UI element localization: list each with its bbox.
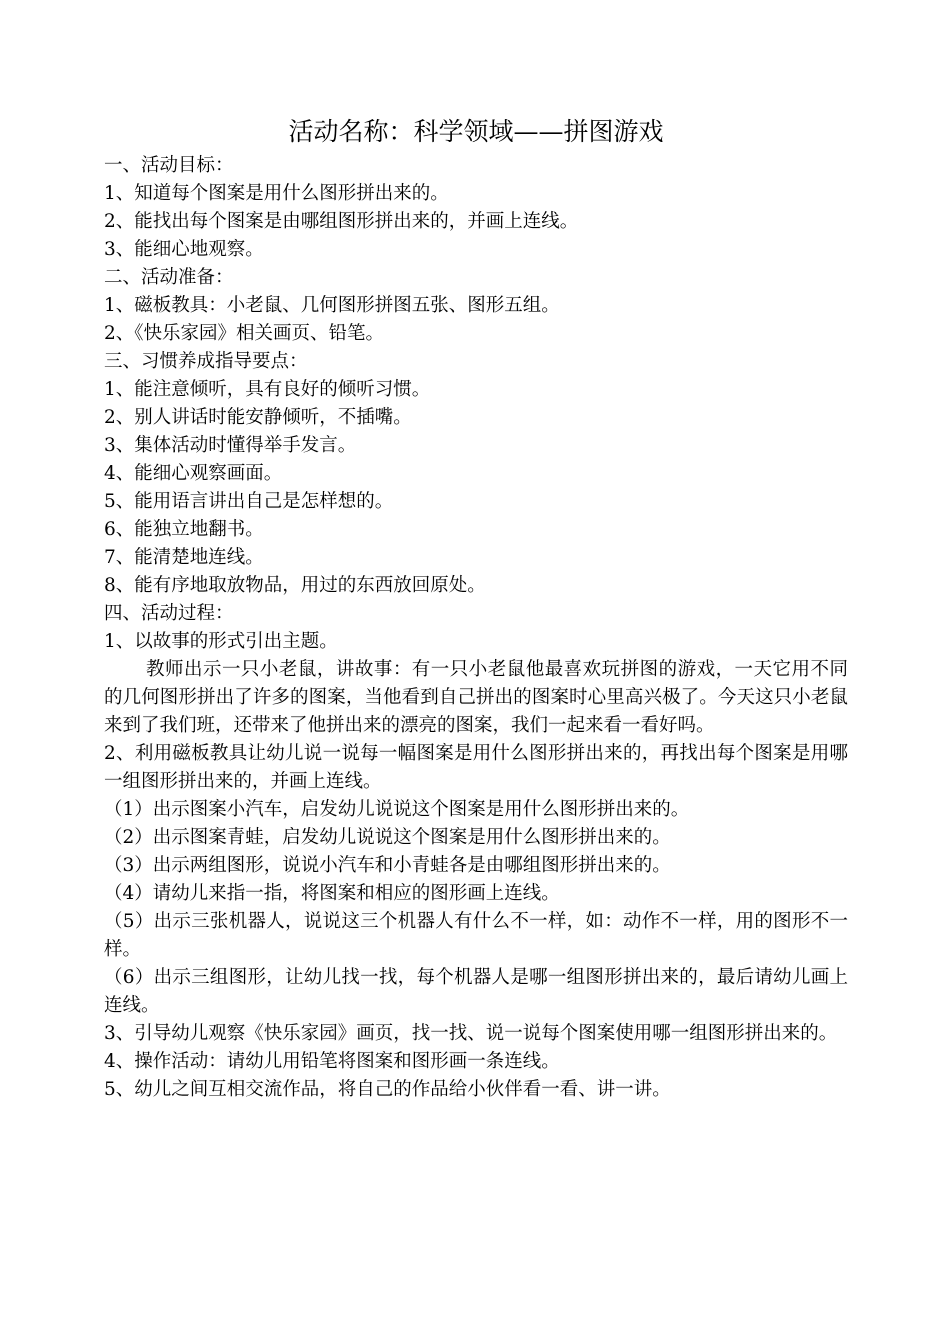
habit-item: 7、能清楚地连线。: [104, 547, 264, 568]
habit-item: 3、集体活动时懂得举手发言。: [104, 435, 357, 456]
process-substep: （1）出示图案小汽车，启发幼儿说说这个图案是用什么图形拼出来的。: [104, 799, 690, 820]
process-substep: （6）出示三组图形，让幼儿找一找，每个机器人是哪一组图形拼出来的，最后请幼儿画上连线。: [104, 967, 848, 1016]
habit-item: 4、能细心观察画面。: [104, 463, 283, 484]
preparation-item: 1、磁板教具：小老鼠、几何图形拼图五张、图形五组。: [104, 295, 560, 316]
process-step: 2、利用磁板教具让幼儿说一说每一幅图案是用什么图形拼出来的，再找出每个图案是用哪一组图形拼出来的，并画上连线。: [104, 743, 848, 792]
section-heading-process: 四、活动过程：: [104, 603, 234, 624]
process-substep: （2）出示图案青蛙，启发幼儿说说这个图案是用什么图形拼出来的。: [104, 827, 671, 848]
habit-item: 1、能注意倾听，具有良好的倾听习惯。: [104, 379, 431, 400]
process-substep: （5）出示三张机器人，说说这三个机器人有什么不一样，如：动作不一样，用的图形不一样。: [104, 911, 848, 960]
section-heading-preparation: 二、活动准备：: [104, 267, 234, 288]
goal-item: 3、能细心地观察。: [104, 239, 264, 260]
goal-item: 1、知道每个图案是用什么图形拼出来的。: [104, 183, 449, 204]
process-step: 4、操作活动：请幼儿用铅笔将图案和图形画一条连线。: [104, 1051, 560, 1072]
habit-item: 5、能用语言讲出自己是怎样想的。: [104, 491, 394, 512]
habit-item: 6、能独立地翻书。: [104, 519, 264, 540]
process-substep: （4）请幼儿来指一指，将图案和相应的图形画上连线。: [104, 883, 560, 904]
page-title: 活动名称：科学领域——拼图游戏: [288, 117, 664, 146]
process-step: 1、以故事的形式引出主题。: [104, 631, 338, 652]
section-heading-habits: 三、习惯养成指导要点：: [104, 351, 308, 372]
section-heading-goals: 一、活动目标：: [104, 155, 234, 176]
process-step: 3、引导幼儿观察《快乐家园》画页，找一找、说一说每个图案使用哪一组图形拼出来的。: [104, 1023, 838, 1044]
habit-item: 2、别人讲话时能安静倾听，不插嘴。: [104, 407, 412, 428]
preparation-item: 2、《快乐家园》相关画页、铅笔。: [104, 323, 385, 344]
document-page: [104, 112, 848, 1104]
process-substep: （3）出示两组图形，说说小汽车和小青蛙各是由哪组图形拼出来的。: [104, 855, 671, 876]
story-paragraph: 教师出示一只小老鼠，讲故事：有一只小老鼠他最喜欢玩拼图的游戏，一天它用不同的几何图形拼出了许多的图案，当他看到自己拼出的图案时心里高兴极了。今天这只小老鼠来到了我们班，还带来了他拼出来的漂亮的图案，我们一起来看一看好吗。: [104, 659, 848, 736]
process-step: 5、幼儿之间互相交流作品，将自己的作品给小伙伴看一看、讲一讲。: [104, 1079, 671, 1100]
goal-item: 2、能找出每个图案是由哪组图形拼出来的，并画上连线。: [104, 211, 579, 232]
habit-item: 8、能有序地取放物品，用过的东西放回原处。: [104, 575, 486, 596]
